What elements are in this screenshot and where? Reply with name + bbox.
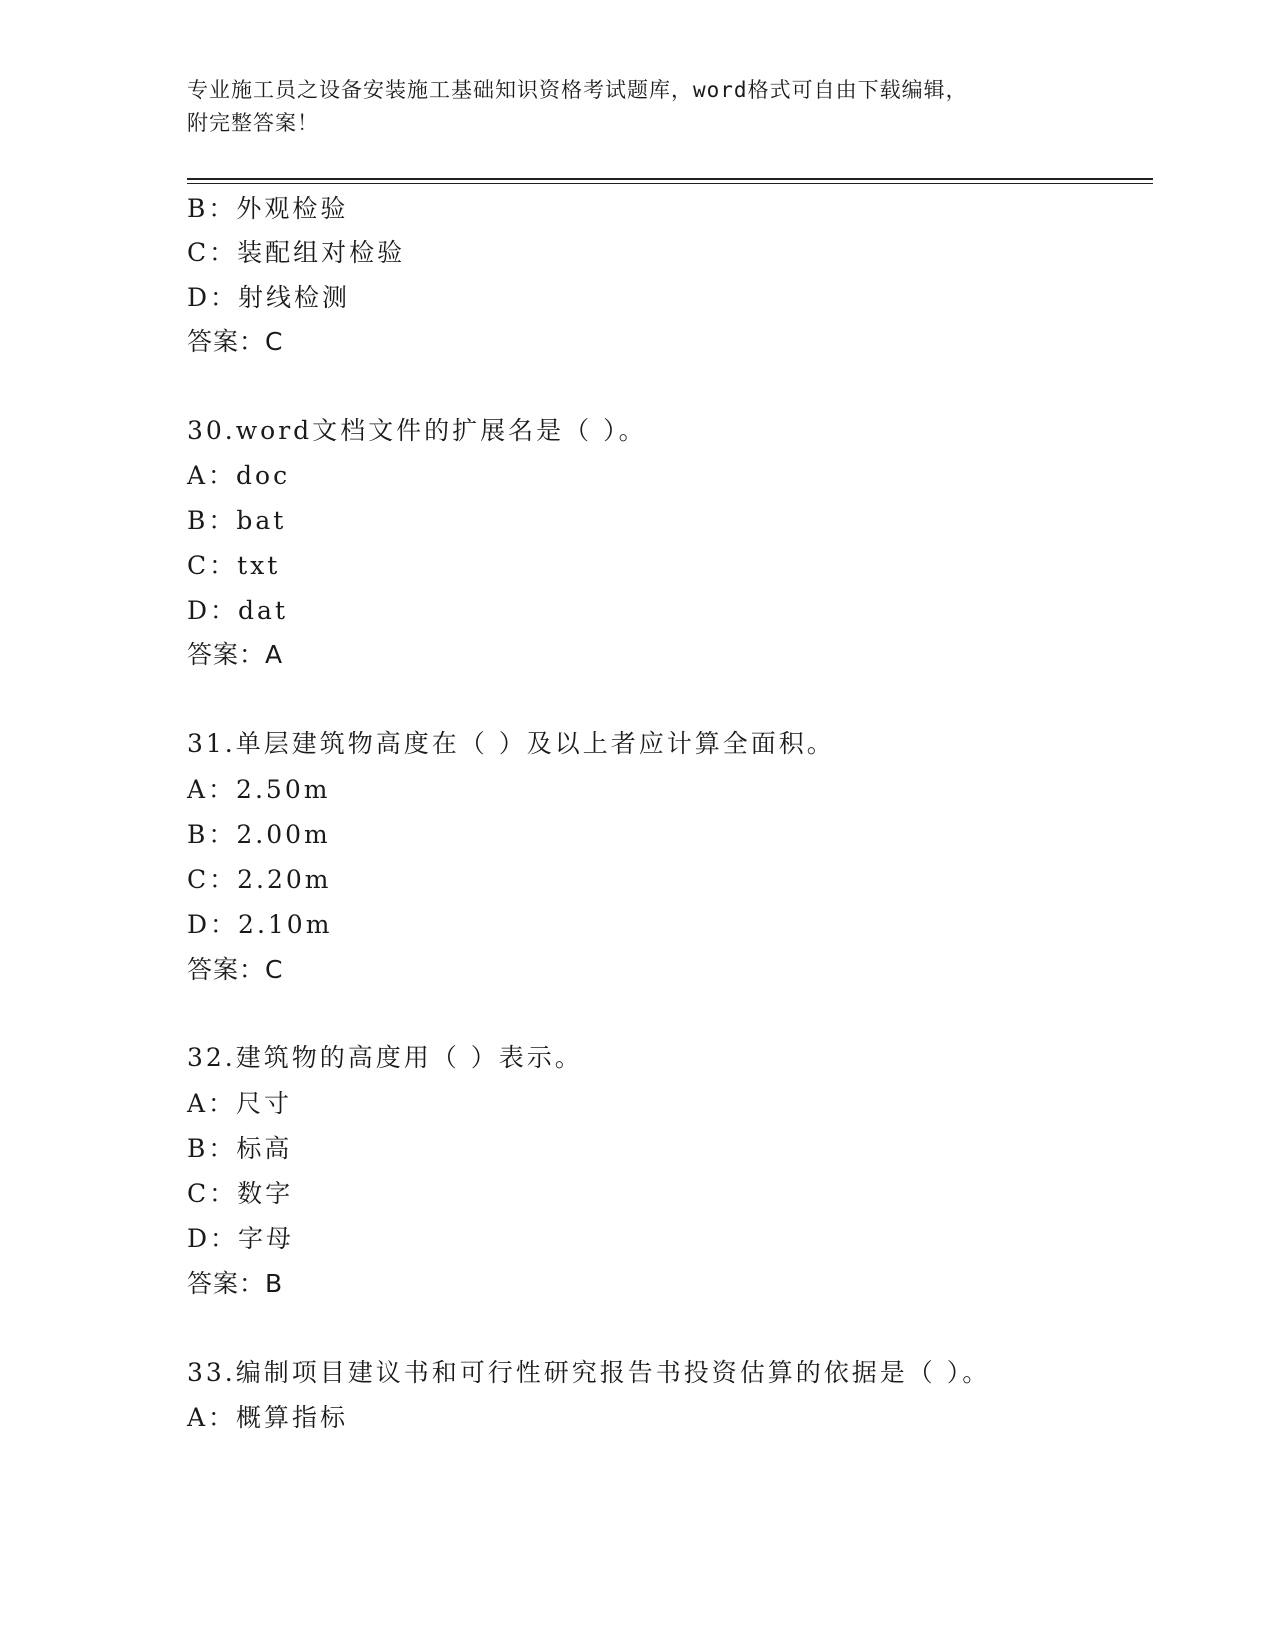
option-29-b: B：外观检验	[187, 194, 349, 223]
option-32-c: C：数字	[187, 1179, 294, 1208]
question-30-stem: 30.word文档文件的扩展名是（ ）。	[187, 416, 647, 445]
answer-31: 答案：C	[187, 955, 284, 984]
option-30-c: C：txt	[187, 551, 281, 580]
answer-30: 答案：A	[187, 640, 284, 669]
option-32-b: B：标高	[187, 1134, 293, 1163]
option-30-b: B：bat	[187, 506, 287, 535]
option-31-c: C：2.20m	[187, 865, 332, 894]
option-33-a: A：概算指标	[187, 1403, 349, 1432]
document-header	[187, 74, 1087, 140]
option-29-d: D：射线检测	[187, 283, 351, 312]
answer-32: 答案：B	[187, 1269, 284, 1298]
option-30-a: A：doc	[187, 461, 291, 490]
option-31-d: D：2.10m	[187, 910, 333, 939]
option-31-b: B：2.00m	[187, 820, 331, 849]
header-divider-thick	[187, 178, 1153, 180]
option-32-a: A：尺寸	[187, 1089, 293, 1118]
answer-29: 答案：C	[187, 327, 284, 356]
option-29-c: C：装配组对检验	[187, 238, 406, 267]
option-31-a: A：2.50m	[187, 775, 331, 804]
option-32-d: D：字母	[187, 1224, 295, 1253]
option-30-d: D：dat	[187, 596, 288, 625]
header-line-1: 专业施工员之设备安装施工基础知识资格考试题库，word格式可自由下载编辑，	[187, 78, 968, 102]
header-divider-thin	[187, 183, 1153, 184]
question-31-stem: 31.单层建筑物高度在（ ）及以上者应计算全面积。	[187, 729, 835, 758]
question-33-stem: 33.编制项目建议书和可行性研究报告书投资估算的依据是（ ）。	[187, 1358, 991, 1387]
header-line-2: 附完整答案！	[187, 111, 319, 135]
question-32-stem: 32.建筑物的高度用（ ）表示。	[187, 1043, 583, 1072]
